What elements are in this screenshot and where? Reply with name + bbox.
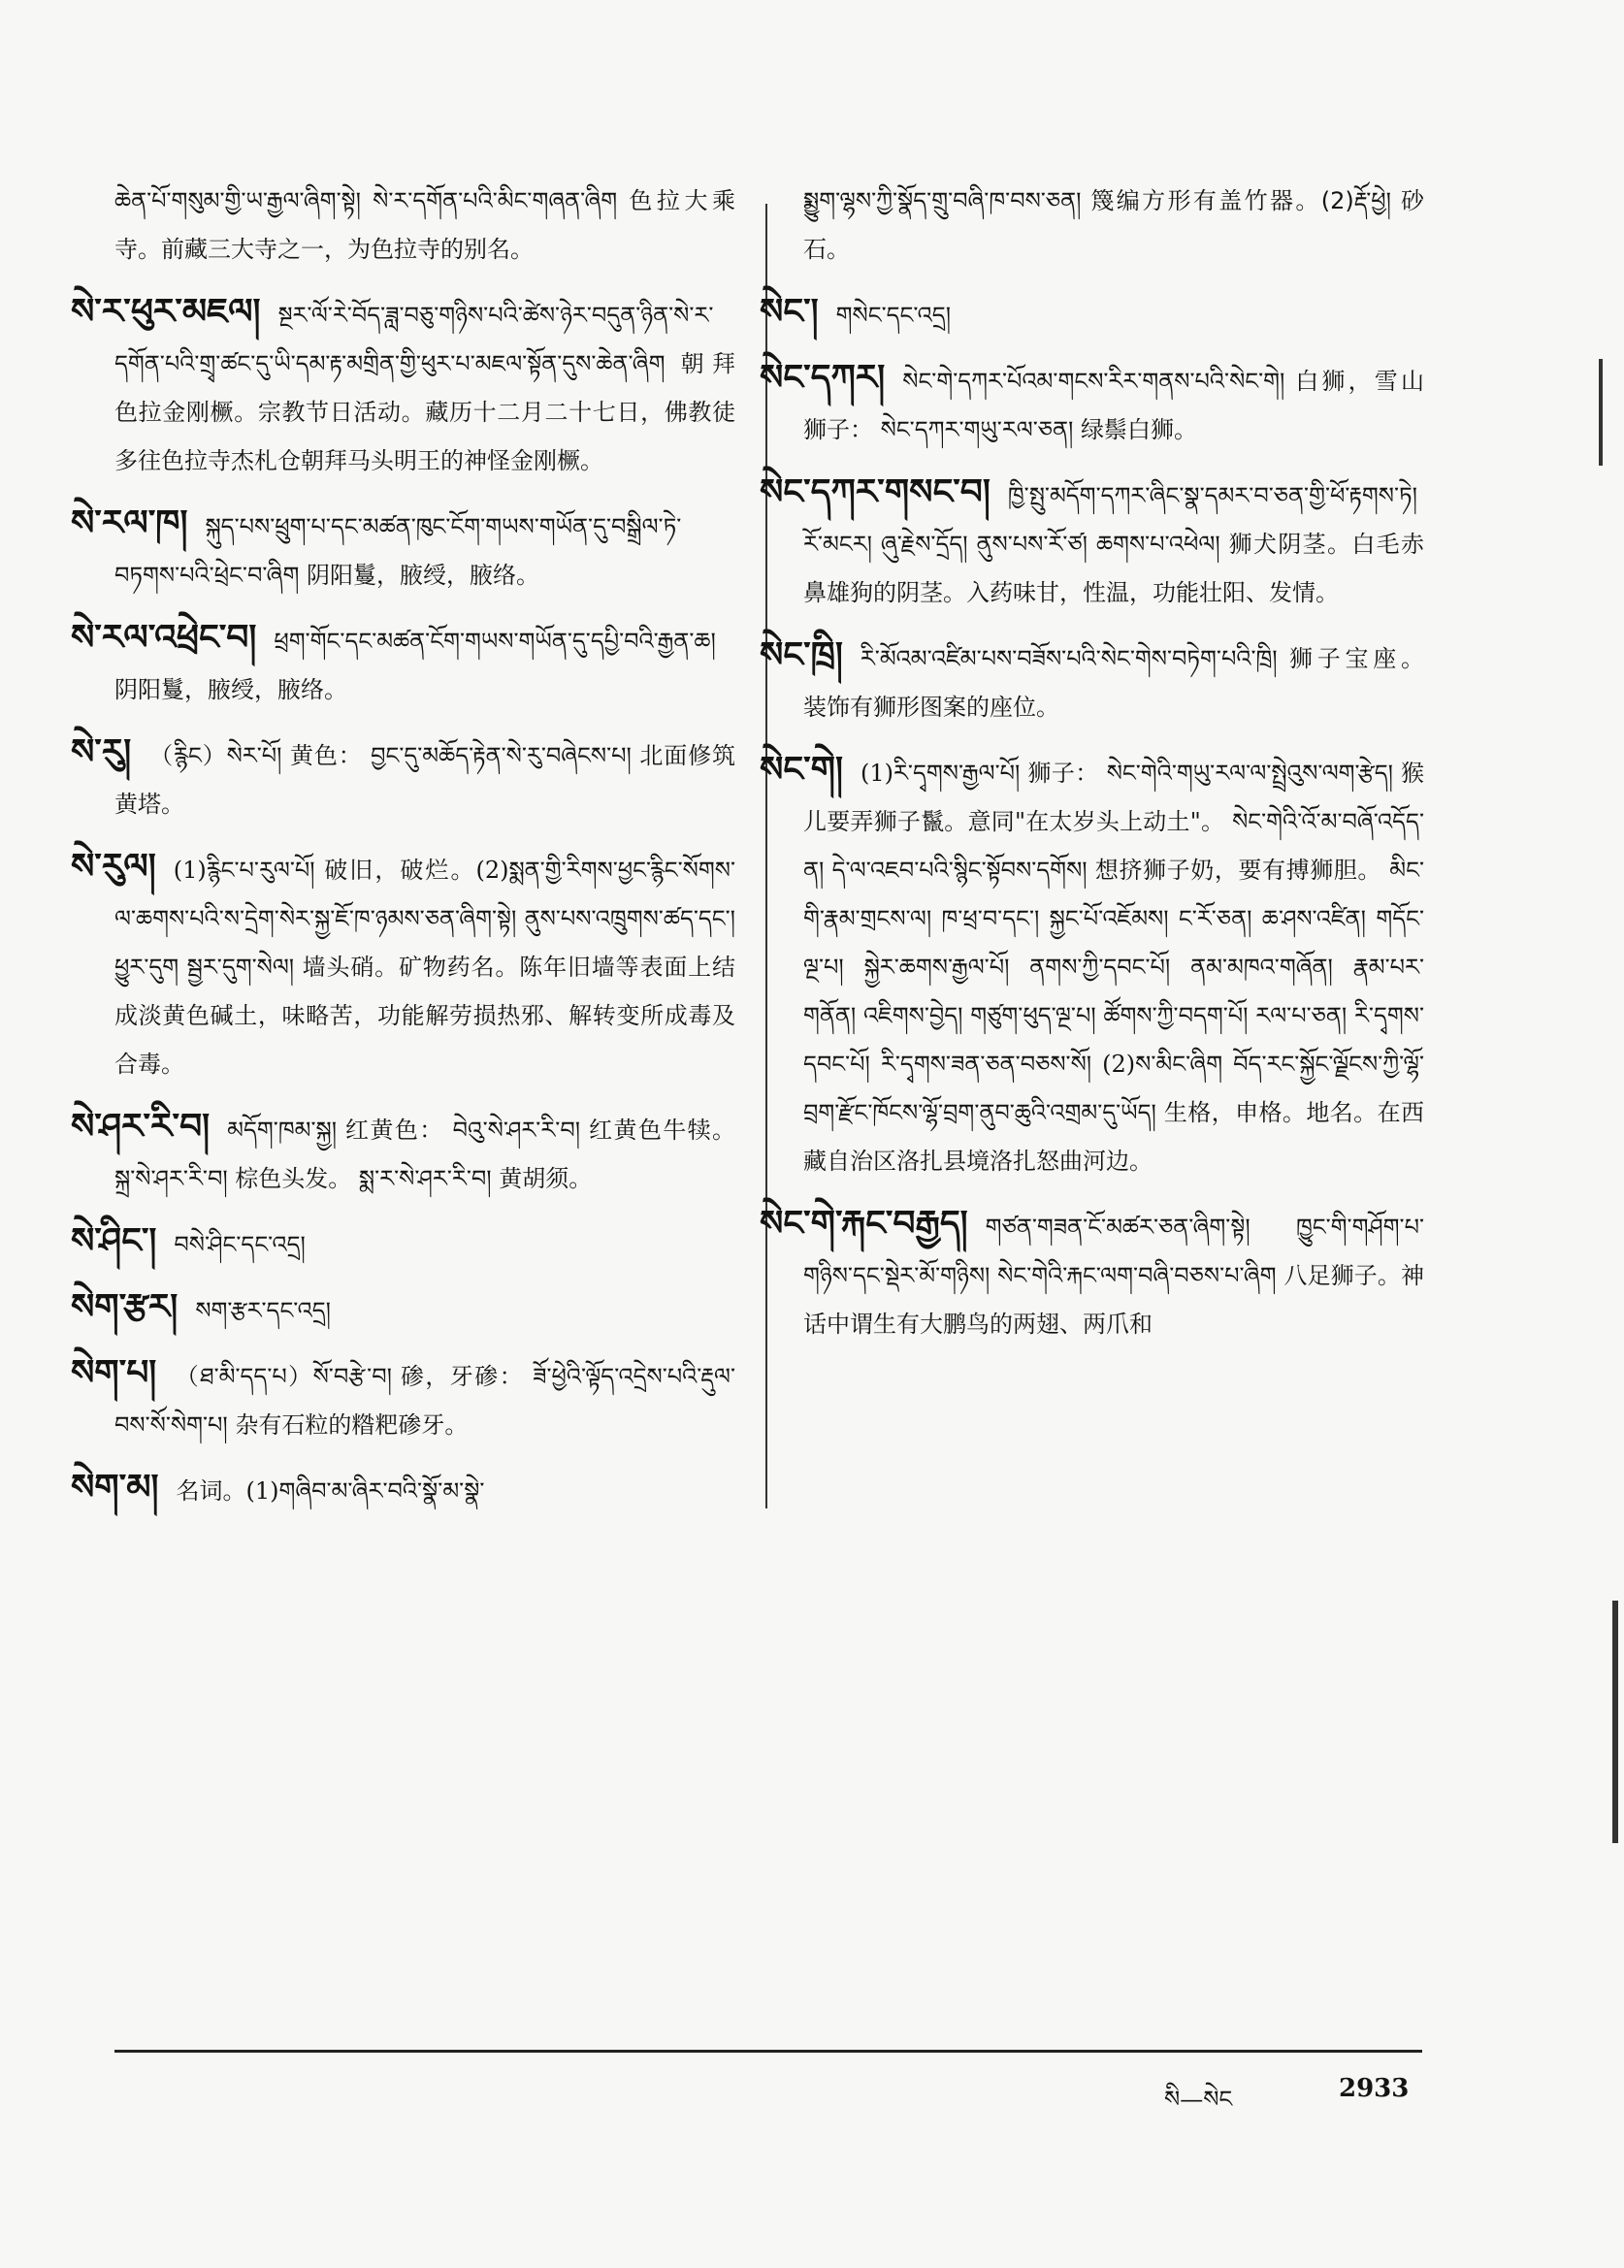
entry-tibetan-text: སྐུད་པས་ཕྲུག་པ་དང་མཚན་ཁུང་ངོག་གཡས་གཡོན་དུ་བསྒྲིལ་ཏེ་བཏགས་པའི་ཕྲེང་བ་ཞིག bbox=[114, 513, 682, 589]
entry-chinese-gloss: 篾编方形有盖竹器。(2)རྡོ་ཕྱེ། 砂石。 bbox=[803, 187, 1424, 263]
dictionary-entry bbox=[71, 499, 735, 599]
entry-headword: སེ་རལ་འཕྲེང་བ། bbox=[71, 617, 257, 658]
entry-headword: སེང་དཀར། bbox=[760, 357, 886, 398]
dictionary-entry bbox=[760, 287, 1424, 340]
dictionary-entry bbox=[71, 1216, 735, 1269]
dictionary-entry bbox=[71, 1463, 735, 1515]
dictionary-entry bbox=[71, 613, 735, 714]
dictionary-entry bbox=[71, 1282, 735, 1335]
entry-chinese-gloss: 八足狮子。神话中谓生有大鹏鸟的两翅、两爪和 bbox=[803, 1262, 1424, 1338]
entry-headword: སེ་རུལ། bbox=[71, 846, 156, 887]
dictionary-entry bbox=[760, 468, 1424, 617]
entry-chinese-gloss: 墙头硝。矿物药名。陈年旧墙等表面上结成淡黄色碱土，味略苦，功能解劳损热邪、解转变所成毒及合毒。 bbox=[114, 954, 735, 1078]
entry-headword: སེ་ཤིང་། bbox=[71, 1220, 157, 1261]
entry-chinese-gloss: 朝拜色拉金刚橛。宗教节日活动。藏历十二月二十七日，佛教徒多往色拉寺杰札仓朝拜马头明王的神怪金刚橛。 bbox=[114, 350, 735, 474]
entry-tibetan-text: བསེ་ཤིང་དང་འདྲ། bbox=[174, 1231, 306, 1258]
entry-headword: སེང་གེ། bbox=[760, 749, 843, 790]
entry-headword: སེང་ཁྲི། bbox=[760, 634, 843, 675]
dictionary-entry bbox=[71, 1348, 735, 1449]
entry-chinese-gloss: 北面修筑黄塔。 bbox=[114, 742, 736, 818]
entry-tibetan-text: (1)རྙིང་པ་རུལ་པོ། 破旧，破烂。(2)སྨན་གྱི་རིགས་ཕྱང་རྙིང་སོགས་ལ་ཆགས་པའི་ས་དྲེག་སེར་སྐྱ་ཇོ་ཁ་ཉམས་ཅན་ཞིག་སྟེ། ནུས་པས་འཁྲུགས་ཚད་དང་། ཕྱུར་དུག སྦྱར་དུག་སེལ། bbox=[114, 857, 735, 981]
entry-headword: སེ་ར་ཕུར་མཇལ། bbox=[71, 291, 261, 332]
footer-rule bbox=[114, 2050, 1422, 2053]
scan-edge-mark bbox=[1599, 359, 1603, 466]
entry-chinese-gloss: 杂有石粒的糌粑碜牙。 bbox=[235, 1411, 469, 1439]
dictionary-entry bbox=[71, 1102, 735, 1203]
entry-chinese-gloss: 阴阳鬘，腋绶，腋络。 bbox=[307, 562, 540, 589]
dictionary-entry bbox=[71, 287, 735, 485]
entry-tibetan-text: སྨྱུག་ལྷས་ཀྱི་སྣོད་གྲུ་བཞི་ཁ་བས་ཅན། bbox=[803, 187, 1082, 214]
entry-tibetan-text: མདོག་ཁམ་སྐྱ། 红黄色： བེའུ་སེ་ཤར་རི་བ། 红黄色牛犊。 སྐྲ་སེ་ཤར་རི་བ། 棕色头发。 སྨ་ར་སེ་ཤར་རི་བ། bbox=[114, 1117, 735, 1192]
entry-tibetan-text: རི་མོའམ་འཛིམ་པས་བཟོས་པའི་སེང་གེས་བཏེག་པའི་ཁྲི། bbox=[860, 645, 1278, 672]
dictionary-entry bbox=[71, 728, 736, 828]
dictionary-entry bbox=[760, 353, 1424, 454]
entry-tibetan-text: (1)རི་དྭགས་རྒྱལ་པོ། 狮子： སེང་གེའི་གཡུ་རལ་ལ་སྤྲེའུས་ལག་རྩེད། 猴儿要弄狮子鬣。意同"在太岁头上动土"。 སེང་གེའི་འོ་མ་བཞོ་འདོད་ན། དེ་ལ་འཇབ་པའི་སྙིང་སྟོབས་དགོས། 想挤狮子奶，要有搏狮胆。 མིང་གི་རྣམ་གྲངས་ལ། ཁ་ཕྲ་བ་དང་། སྐྱང་པོ་འཇོམས། ང་རོ་ཅན། ཆ་ཤས་འཛིན། གདོང་ལྔ་པ། སྐྱེར་ཆགས་རྒྱལ་པོ། ནགས་ཀྱི་དབང་པོ། ནམ་མཁའ་གཞོན། རྣམ་པར་གནོན། འཇིགས་བྱེད། གཙུག་ཕུད་ལྔ་པ། ཚོགས་ཀྱི་བདག་པོ། རལ་པ་ཅན། རི་དྭགས་དབང་པོ། རི་དྭགས་ཟན་ཅན་བཅས་སོ། (2)ས་མིང་ཞིག བོད་རང་སྐྱོང་ལྗོངས་ཀྱི་ལྷོ་བྲག་རྫོང་ཁོངས་ལྷོ་བྲག་ནུབ་ཆུའི་འགྲམ་དུ་ཡོད། bbox=[803, 760, 1424, 1126]
page-number: 2933 bbox=[1339, 2074, 1410, 2103]
entry-tibetan-text: སེང་གེ་དཀར་པོའམ་གངས་རིར་གནས་པའི་སེང་གེ། 白狮，雪山狮子： སེང་དཀར་གཡུ་རལ་ཅན། bbox=[803, 368, 1424, 443]
entry-tibetan-text: ཕྲག་གོང་དང་མཚན་ངོག་གཡས་གཡོན་དུ་དཔྱི་བའི་རྒྱན་ཆ། bbox=[274, 628, 716, 655]
entry-tibetan-text: ཆེན་པོ་གསུམ་གྱི་ཡ་རྒྱལ་ཞིག་སྟེ། སེ་ར་དགོན་པའི་མིང་གཞན་ཞིག bbox=[114, 187, 618, 214]
running-range: སི—སེང bbox=[1164, 2086, 1233, 2113]
entry-tibetan-text: སྔར་ལོ་རེ་བོད་ཟླ་བཅུ་གཉིས་པའི་ཚེས་ཉེར་བདུན་ཉིན་སེ་ར་དགོན་པའི་གྲྭ་ཚང་དུ་ཡི་དམ་རྟ་མགྲིན་གྱི་ཕུར་པ་མཇལ་སྟོན་དུས་ཆེན་ཞིག bbox=[114, 302, 714, 377]
dictionary-entry bbox=[803, 177, 1424, 274]
entry-tibetan-text: གཙན་གཟན་ངོ་མཚར་ཅན་ཞིག་སྟེ། ཁྱུང་གི་གཤོག་པ་གཉིས་དང་སྡེར་མོ་གཉིས། སེང་གེའི་རྐང་ལག་བཞི་བཅས་པ་ཞིག bbox=[803, 1214, 1424, 1289]
entry-headword: སེང་གེ་རྐང་བརྒྱད། bbox=[760, 1203, 968, 1244]
dictionary-entry bbox=[760, 1199, 1424, 1348]
entry-chinese-gloss: 黄胡须。 bbox=[499, 1165, 593, 1192]
dictionary-entry bbox=[71, 842, 735, 1088]
entry-chinese-gloss: 生格，申格。地名。在西藏自治区洛扎县境洛扎怒曲河边。 bbox=[803, 1099, 1424, 1175]
entry-tibetan-text: 名词。(1)གཞིབ་མ་ཞིར་བའི་སྣོ་མ་སྣེ་ bbox=[176, 1477, 485, 1505]
left-column bbox=[71, 177, 736, 1529]
entry-headword: སེ་རལ་ཁ། bbox=[71, 502, 188, 543]
entry-headword: སེག་པ། bbox=[71, 1352, 157, 1393]
dictionary-entry bbox=[114, 177, 735, 274]
entry-tibetan-text: （རྙིང）སེར་པོ། 黄色： བྱང་དུ་མཆོད་རྟེན་སེ་རུ་བཞེངས་པ། bbox=[148, 742, 632, 769]
entry-tibetan-text: སག་རྩར་དང་འདྲ། bbox=[195, 1297, 331, 1324]
entry-chinese-gloss: 绿鬃白狮。 bbox=[1081, 416, 1198, 443]
entry-headword: སེང་། bbox=[760, 291, 819, 332]
entry-tibetan-text: ཁྱི་སྤུ་མདོག་དཀར་ཞིང་སྣ་དམར་བ་ཅན་གྱི་ཕོ་རྟགས་ཏེ། རོ་མངར། ཞུ་རྗེས་དྲོད། ནུས་པས་རོ་ཙ། ཆགས་པ་འཕེལ། bbox=[803, 482, 1417, 558]
entry-headword: སེ་རུ། bbox=[71, 731, 132, 772]
entry-chinese-gloss: 狮犬阴茎。白毛赤鼻雄狗的阴茎。入药味甘，性温，功能壮阳、发情。 bbox=[803, 531, 1424, 606]
entry-headword: སེག་རྩར། bbox=[71, 1286, 179, 1327]
entry-headword: སེང་དཀར་གསང་བ། bbox=[760, 471, 991, 512]
scan-edge-mark bbox=[1612, 1601, 1618, 1843]
entry-chinese-gloss: 色拉大乘寺。前藏三大寺之一，为色拉寺的别名。 bbox=[114, 187, 735, 263]
entry-tibetan-text: གསེང་དང་འདྲ། bbox=[835, 302, 952, 329]
entry-chinese-gloss: 阴阳鬘，腋绶，腋络。 bbox=[114, 676, 347, 703]
entry-chinese-gloss: 狮子宝座。 装饰有狮形图案的座位。 bbox=[803, 645, 1425, 721]
entry-headword: སེ་ཤར་རི་བ། bbox=[71, 1106, 211, 1147]
entry-headword: སེག་མ། bbox=[71, 1467, 159, 1507]
right-column bbox=[760, 177, 1425, 1362]
entry-tibetan-text: （ཐ་མི་དད་པ）སོ་བརྩེ་བ། 碜，牙碜： ཟོ་ཕྱེའི་ལྟོད་འདྲེས་པའི་རྡུལ་བས་སོ་སེག་པ། bbox=[114, 1363, 735, 1439]
dictionary-entry bbox=[760, 745, 1424, 1185]
column-divider bbox=[765, 204, 767, 1508]
dictionary-entry bbox=[760, 631, 1425, 731]
